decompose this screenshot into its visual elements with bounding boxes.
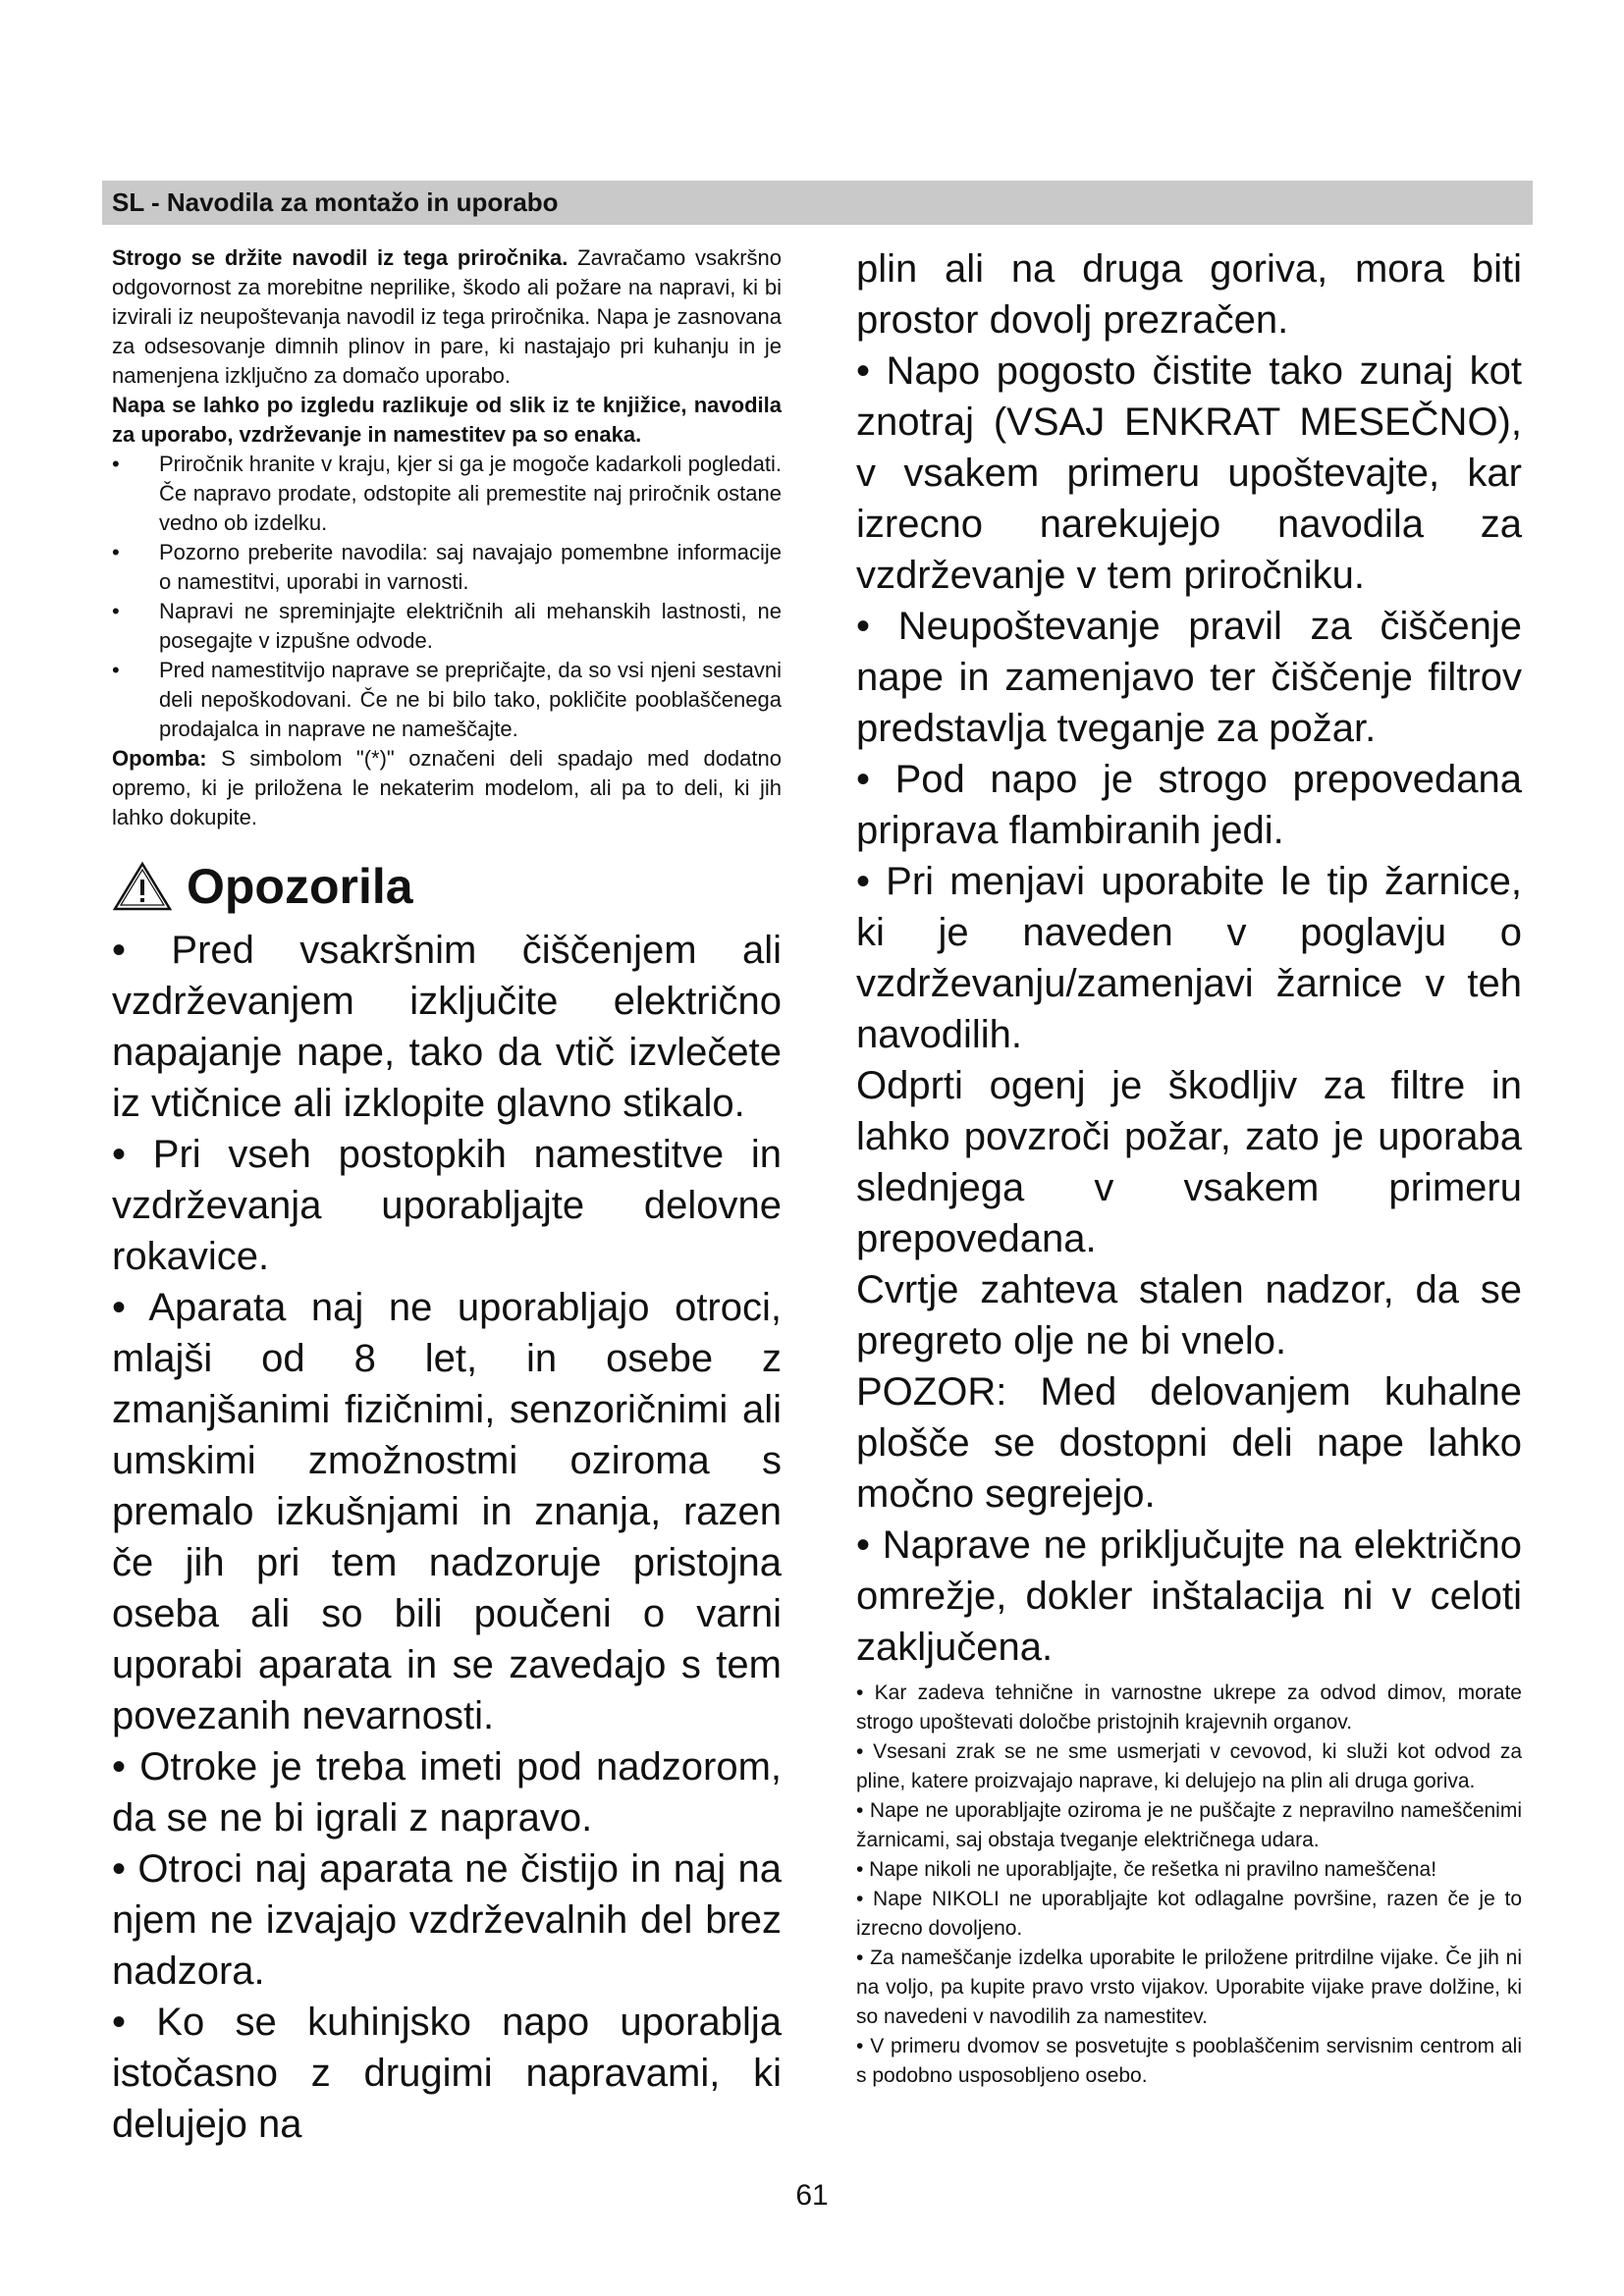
warning-paragraph: • Otroke je treba imeti pod nadzorom, da se ne bi igrali z napravo. [112, 1745, 782, 1840]
safety-paragraph: • Za nameščanje izdelka uporabite le priložene pritrdilne vijake. Če jih ni na voljo, pa kupite pravo vrsto vijakov. Uporabite vijake prave dolžine, ki so navedeni v navodilih za namestitev. [856, 1947, 1522, 2028]
safety-paragraph: • Nape ne uporabljajte oziroma je ne puščajte z nepravilno nameščenimi žarnicami, saj obstaja tveganje električnega udara. [856, 1799, 1522, 1851]
info-bullet-list [112, 450, 782, 744]
safety-paragraph: • Kar zadeva tehnične in varnostne ukrepe za odvod dimov, morate strogo upoštevati določbe pristojnih krajevnih organov. [856, 1682, 1522, 1734]
section-title: SL - Navodila za montažo in uporabo [112, 187, 559, 217]
safety-paragraph: • V primeru dvomov se posvetujte s pooblaščenim servisnim centrom ali s podobno usposobljeno osebo. [856, 2035, 1522, 2087]
warning-paragraph: • Napo pogosto čistite tako zunaj kot znotraj (VSAJ ENKRAT MESEČNO), v vsakem primeru upoštevajte, kar izrecno narekujejo navodila za vzdrževanje v tem priročniku. [856, 349, 1522, 597]
warning-paragraph: Odprti ogenj je škodljiv za filtre in lahko povzroči požar, zato je uporaba slednjega v vsakem primeru prepovedana. [856, 1064, 1522, 1260]
warning-paragraph: • Pri vseh postopkih namestitve in vzdrževanja uporabljajte delovne rokavice. [112, 1133, 782, 1278]
warnings-heading [112, 858, 782, 915]
intro-text: Zavračamo vsakršno odgovornost za morebitne neprilike, škodo ali požare na napravi, ki bi izvirali iz neupoštevanja navodil iz tega priročnika. Napa je zasnovana za odsesovanje dimnih plinov in pare, ki nastajajo pri kuhanju in je namenjena izključno za domačo uporabo. [112, 245, 782, 388]
safety-paragraph: • Nape NIKOLI ne uporabljajte kot odlagalne površine, razen če je to izrecno dovoljeno. [856, 1888, 1522, 1940]
warning-paragraph: POZOR: Med delovanjem kuhalne plošče se dostopni deli nape lahko močno segrejejo. [856, 1370, 1522, 1516]
intro-paragraph [112, 243, 782, 391]
left-column [112, 243, 782, 2150]
list-item-text: Pred namestitvijo naprave se prepričajte, da so vsi njeni sestavni deli nepoškodovani. Če ne bi bilo tako, pokličite pooblaščenega prodajalca in naprave ne nameščajte. [159, 658, 782, 741]
list-item [112, 450, 782, 538]
warning-paragraph: • Otroci naj aparata ne čistijo in naj na njem ne izvajajo vzdrževalnih del brez nadzora. [112, 1847, 782, 1993]
note-text: S simbolom "(*)" označeni deli spadajo med dodatno opremo, ki je priložena le nekaterim modelom, ali pa to deli, ki jih lahko dokupite. [112, 746, 782, 829]
warning-paragraph: • Pri menjavi uporabite le tip žarnice, ki je naveden v poglavju o vzdrževanju/zamenjavi žarnice v teh navodilih. [856, 860, 1522, 1056]
bullet-icon: • [112, 658, 120, 682]
list-item [112, 538, 782, 597]
list-item [112, 656, 782, 744]
appearance-note-text: Napa se lahko po izgledu razlikuje od slik iz te knjižice, navodila za uporabo, vzdrževanje in namestitev pa so enaka. [112, 393, 782, 447]
section-header [102, 181, 1533, 225]
warning-paragraph: • Pred vsakršnim čiščenjem ali vzdrževanjem izključite električno napajanje nape, tako da vtič izvlečete iz vtičnice ali izklopite glavno stikalo. [112, 929, 782, 1125]
warning-paragraph: • Neupoštevanje pravil za čiščenje nape in zamenjavo ter čiščenje filtrov predstavlja tveganje za požar. [856, 605, 1522, 750]
warning-triangle-icon [112, 861, 173, 912]
list-item [112, 597, 782, 656]
list-item-text: Pozorno preberite navodila: saj navajajo pomembne informacije o namestitvi, uporabi in varnosti. [159, 540, 782, 594]
warning-paragraph: • Aparata naj ne uporabljajo otroci, mlajši od 8 let, in osebe z zmanjšanimi fizičnimi, senzoričnimi ali umskimi zmožnostmi oziroma s premalo izkušnjami in znanja, razen če jih pri tem nadzoruje pristojna oseba ali so bili poučeni o varni uporabi aparata in se zavedajo s tem povezanih nevarnosti. [112, 1286, 782, 1737]
note-label: Opomba: [112, 746, 207, 771]
right-column [856, 243, 1522, 2091]
list-item-text: Napravi ne spreminjajte električnih ali mehanskih lastnosti, ne posegajte v izpušne odvode. [159, 599, 782, 653]
list-item-text: Priročnik hranite v kraju, kjer si ga je mogoče kadarkoli pogledati. Če napravo prodate, odstopite ali premestite naj priročnik ostane vedno ob izdelku. [159, 452, 782, 535]
bullet-icon: • [112, 599, 120, 623]
warning-paragraph: Cvrtje zahteva stalen nadzor, da se pregreto olje ne bi vnelo. [856, 1268, 1522, 1362]
page-number: 61 [795, 2179, 829, 2212]
bullet-icon: • [112, 540, 120, 564]
appearance-note [112, 391, 782, 450]
warning-paragraph: • Ko se kuhinjsko napo uporablja istočasno z drugimi napravami, ki delujejo na [112, 2001, 782, 2146]
warnings-title: Opozorila [187, 859, 413, 914]
intro-bold-sentence: Strogo se držite navodil iz tega priročnika. [112, 245, 568, 270]
note-paragraph [112, 744, 782, 832]
warning-paragraph: plin ali na druga goriva, mora biti prostor dovolj prezračen. [856, 247, 1522, 342]
warning-paragraph: • Pod napo je strogo prepovedana priprava flambiranih jedi. [856, 758, 1522, 852]
safety-paragraph: • Vsesani zrak se ne sme usmerjati v cevovod, ki služi kot odvod za pline, katere proizvajajo naprave, ki delujejo na plin ali druga goriva. [856, 1740, 1522, 1792]
warning-paragraph: • Naprave ne priključujte na električno omrežje, dokler inštalacija ni v celoti zaključena. [856, 1523, 1522, 1669]
bullet-icon: • [112, 452, 120, 476]
safety-paragraph: • Nape nikoli ne uporabljajte, če rešetka ni pravilno nameščena! [856, 1858, 1437, 1881]
